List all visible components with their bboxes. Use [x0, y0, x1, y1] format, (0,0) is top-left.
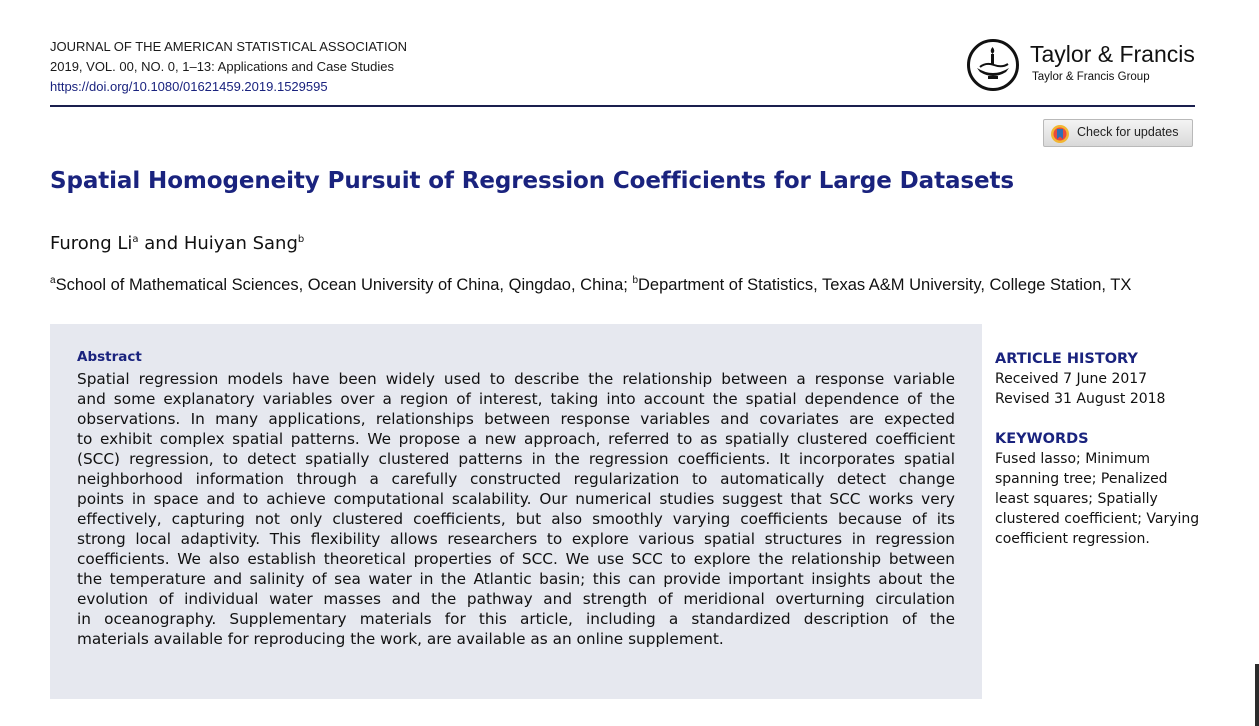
affil-text: Department of Statistics, Texas A&M University, College Station, TX: [638, 276, 1132, 294]
abstract-line: Spatial regression models have been widely used to describe the relationship between a response variable: [77, 370, 955, 388]
lamp-logo-icon: [966, 38, 1020, 92]
check-for-updates-button[interactable]: [1043, 119, 1193, 147]
keywords-heading: KEYWORDS: [995, 431, 1089, 447]
author-name: Huiyan Sang: [183, 233, 298, 254]
keywords-line: least squares; Spatially: [995, 491, 1158, 507]
keywords-line: coefficient regression.: [995, 531, 1150, 547]
publisher-name: Taylor & Francis: [1030, 41, 1195, 67]
author-affil-mark: b: [297, 234, 305, 245]
crossmark-icon: [1050, 124, 1070, 144]
window-edge: [1255, 664, 1259, 726]
abstract-line: materials available for reproducing the work, are available as an online supplement.: [77, 630, 724, 648]
affiliations: [50, 276, 1131, 295]
abstract-line: observations. In many applications, relationships between response variables and covariates are expected: [77, 410, 955, 428]
revised-date: Revised 31 August 2018: [995, 391, 1166, 407]
author-name: Furong Li: [50, 233, 133, 254]
abstract-body: [77, 369, 955, 649]
abstract-line: and some explanatory variables over a region of interest, taking into account the spatial dependence of the: [77, 390, 955, 408]
abstract-line: neighborhood information through a carefully constructed regularization to automatically detect change: [77, 470, 955, 488]
received-date: Received 7 June 2017: [995, 371, 1148, 387]
abstract-line: (SCC) regression, to detect spatially clustered patterns in the regression coefficients. It incorporates spatial: [77, 450, 955, 468]
abstract-line: the temperature and salinity of sea water in the Atlantic basin; this can provide important insights about the: [77, 570, 955, 588]
keywords-line: Fused lasso; Minimum: [995, 451, 1151, 467]
journal-name: JOURNAL OF THE AMERICAN STATISTICAL ASSOCIATION: [50, 39, 408, 54]
abstract-line: coefficients. We also establish theoretical properties of SCC. We use SCC to explore the relationship between: [77, 550, 955, 568]
abstract-line: to exhibit complex spatial patterns. We propose a new approach, referred to as spatially clustered coefficient: [77, 430, 955, 448]
sidebar-spacer: [995, 409, 1200, 429]
journal-issue: 2019, VOL. 00, NO. 0, 1–13: Applications and Case Studies: [50, 59, 394, 74]
abstract-line: points in space and to achieve computational scalability. Our numerical studies suggest that SCC works very: [77, 490, 955, 508]
abstract-line: strong local adaptivity. This flexibility allows researchers to explore various spatial structures in regression: [77, 530, 955, 548]
article-title: Spatial Homogeneity Pursuit of Regression Coefficients for Large Datasets: [50, 168, 1014, 194]
article-sidebar: [995, 349, 1200, 549]
abstract-heading: Abstract: [77, 349, 142, 365]
author-affil-mark: a: [132, 234, 139, 245]
publisher-group: Taylor & Francis Group: [1032, 71, 1150, 83]
check-for-updates-label: Check for updates: [1077, 125, 1179, 139]
journal-header: [50, 37, 407, 97]
header-rule: [50, 105, 1195, 107]
keywords-line: spanning tree; Penalized: [995, 471, 1168, 487]
article-history-heading: ARTICLE HISTORY: [995, 351, 1138, 367]
abstract-line: in oceanography. Supplementary materials for this article, including a standardized description of the: [77, 610, 955, 628]
doi-link[interactable]: https://doi.org/10.1080/01621459.2019.1529595: [50, 79, 328, 94]
abstract-line: effectively, capturing not only clustered coefficients, but also smoothly varying coefficients because of its: [77, 510, 955, 528]
affil-mark: a: [50, 275, 56, 286]
abstract-line: evolution of individual water masses and the pathway and strength of meridional overturning circulation: [77, 590, 955, 608]
author-joiner: and: [138, 233, 184, 254]
abstract-box: [50, 324, 982, 699]
affil-mark: b: [632, 275, 638, 286]
publisher-logo: [966, 38, 1196, 94]
affil-text: School of Mathematical Sciences, Ocean University of China, Qingdao, China;: [55, 276, 633, 294]
keywords-line: clustered coefficient; Varying: [995, 511, 1200, 527]
author-list: [50, 233, 304, 254]
